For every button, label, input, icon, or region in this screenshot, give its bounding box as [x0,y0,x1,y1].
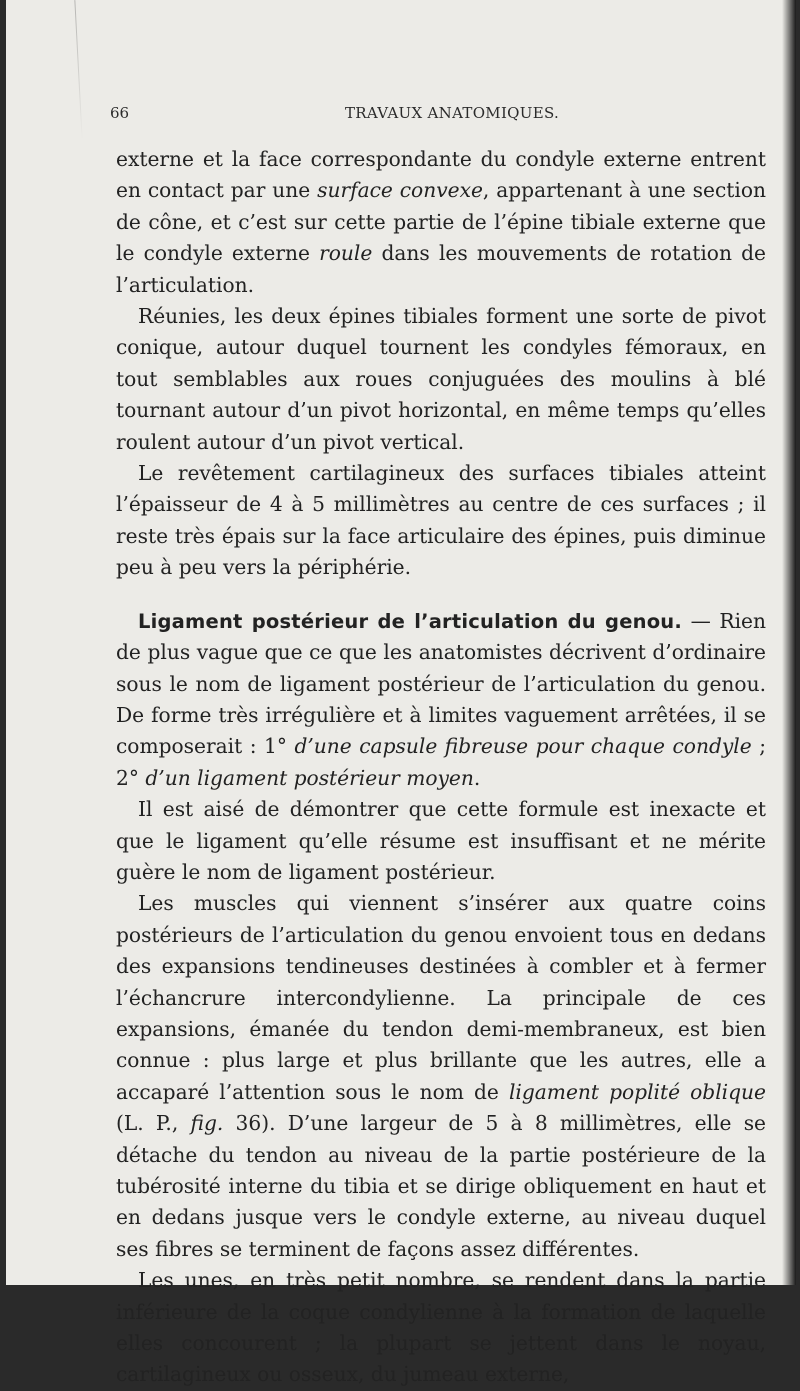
paragraph-3: Le revêtement cartilagineux des surfaces tibiales atteint l’épaisseur de 4 à 5 millimètres au centre de ces surfaces ; il reste très épais sur la face articulaire des épines, puis diminue peu à peu vers la périphérie. [116,461,766,580]
p4-text-1: — Rien de plus vague que ce que les anatomistes décrivent d’ordinaire sous le nom de ligament postérieur de l’articulation du genou. De forme très irrégulière et à limites vaguement arrêtées, il se composerait : 1° [116,608,766,759]
p4-text-3: . [473,765,481,790]
p1-italic-1: surface convexe [317,178,483,203]
page-edge-shadow [782,0,796,1285]
p6-text-3: 36). D’une largeur de 5 à 8 millimètres, elle se détache du tendon au niveau de la partie postérieure de la tubérosité interne du tibia et se dirige obliquement en haut et en dedans jusque vers le condyle externe, au niveau duquel ses fibres se terminent de façons assez différentes. [116,1111,767,1261]
p1-text-2: , appartenant à une section de cône, et c’est sur cette partie de l’épine tibiale externe que le condyle externe [116,178,766,266]
book-page [6,0,796,1387]
p6-text-2: (L. P., [116,1111,191,1136]
p4-italic-1: d’une capsule fibreuse pour chaque condyle [294,734,752,759]
body-text [116,144,766,1391]
paragraph-2: Réunies, les deux épines tibiales forment une sorte de pivot conique, autour duquel tournent les condyles fémoraux, en tout semblables aux roues conjuguées des moulins à blé tournant autour d’un pivot horizontal, en même temps qu’elles roulent autour d’un pivot vertical. [116,304,766,454]
paragraph-7: Les unes, en très petit nombre, se rendent dans la partie inférieure de la coque condylienne à la formation de laquelle elles concourent ; la plupart se jettent dans le noyau, cartilagineux ou osseux, du jumeau externe, [116,1268,766,1387]
p4-italic-2: d’un ligament postérieur moyen [145,765,474,790]
paragraph-1 [116,144,766,301]
running-head [110,104,766,128]
paragraph-5: Il est aisé de démontrer que cette formule est inexacte et que le ligament qu’elle résume est insuffisant et ne mérite guère le nom de ligament postérieur. [116,797,766,884]
section-heading: Ligament postérieur de l’articulation du genou. [138,609,682,633]
p1-text-1: externe et la face correspondante du condyle externe entrent en contact par une [116,147,766,203]
p6-italic-1: ligament poplité oblique [508,1079,766,1104]
running-title: TRAVAUX ANATOMIQUES. [345,104,560,122]
p6-italic-2: fig. [190,1111,224,1136]
p1-text-3: dans les mouvements de rotation de l’articulation. [116,241,766,297]
page-number: 66 [110,104,130,122]
p1-italic-2: roule [319,241,373,266]
p6-text-1: Les muscles qui viennent s’insérer aux quatre coins postérieurs de l’articulation du genou envoient tous en dedans des expansions tendineuses destinées à combler et à fermer l’échancrure intercondylienne. La principale de ces expansions, émanée du tendon demi-membraneux, est bien connue : plus large et plus brillante que les autres, elle a accaparé l’attention sous le nom de [116,891,766,1104]
page-fold-mark [74,0,82,140]
paragraph-4 [116,606,766,794]
paragraph-6 [116,888,766,1265]
p4-text-2: ; 2° [116,734,766,790]
